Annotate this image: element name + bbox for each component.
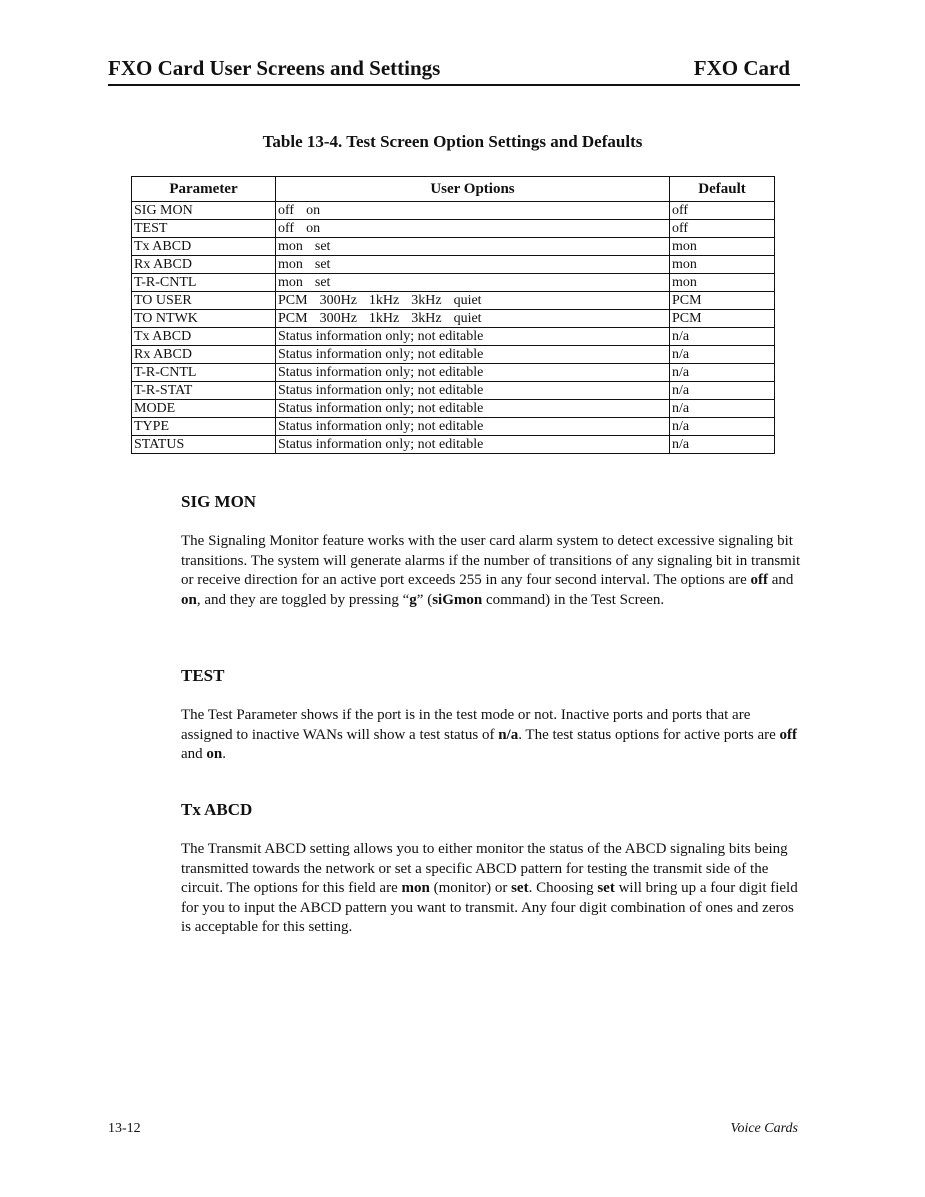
section-title: Tx ABCD bbox=[181, 800, 253, 819]
column-header: Parameter bbox=[132, 177, 276, 202]
default-cell: n/a bbox=[670, 436, 775, 454]
section-title: SIG MON bbox=[181, 492, 257, 511]
option-value: quiet bbox=[453, 310, 482, 326]
option-value: set bbox=[314, 256, 331, 272]
table-row bbox=[132, 238, 775, 256]
options-cell bbox=[276, 256, 670, 274]
default-cell: n/a bbox=[670, 418, 775, 436]
parameter-cell: Tx ABCD bbox=[132, 328, 276, 346]
text-run: (monitor) or bbox=[429, 880, 512, 897]
text-run: and bbox=[181, 746, 207, 763]
default-cell: off bbox=[670, 220, 775, 238]
section-paragraph bbox=[181, 706, 801, 765]
text-run: , and they are toggled by pressing “ bbox=[196, 591, 410, 608]
options-cell bbox=[276, 400, 670, 418]
section-title: TEST bbox=[181, 666, 225, 685]
text-run: The Signaling Monitor feature works with the user card alarm system to detect excessive signaling bit transitions. The system will generate alarms if the number of transitions of any signaling bit in transmit or receive direction for an active port exceeds 255 in any four second interval. The options are bbox=[181, 533, 801, 589]
options-cell bbox=[276, 202, 670, 220]
options-cell bbox=[276, 346, 670, 364]
text-run: ” ( bbox=[416, 591, 433, 608]
default-cell: n/a bbox=[670, 346, 775, 364]
option-value: set bbox=[314, 274, 331, 290]
options-cell bbox=[276, 292, 670, 310]
parameter-cell: TO USER bbox=[132, 292, 276, 310]
table-row bbox=[132, 436, 775, 454]
table-row bbox=[132, 220, 775, 238]
default-cell: n/a bbox=[670, 328, 775, 346]
text-run: The Transmit ABCD setting allows you to either monitor the status of the ABCD signaling bits being transmitted towards the network or set a specific ABCD pattern for testing the transmit side of the circuit. The options for this field are bbox=[181, 841, 788, 897]
options-cell bbox=[276, 310, 670, 328]
parameter-cell: TO NTWK bbox=[132, 310, 276, 328]
option-value: off bbox=[278, 220, 295, 236]
bold-term: set bbox=[597, 880, 615, 897]
bold-term: on bbox=[181, 591, 197, 608]
option-value: mon bbox=[278, 238, 303, 254]
table-row bbox=[132, 346, 775, 364]
option-value: 300Hz bbox=[319, 310, 357, 326]
column-header: User Options bbox=[276, 177, 670, 202]
parameter-cell: Rx ABCD bbox=[132, 346, 276, 364]
bold-term: n/a bbox=[498, 726, 519, 743]
text-run: and bbox=[768, 572, 794, 589]
option-value: 3kHz bbox=[411, 310, 442, 326]
option-value: Status information only; not editable bbox=[278, 382, 484, 398]
option-value: off bbox=[278, 202, 295, 218]
option-value: on bbox=[306, 202, 321, 218]
header-title: FXO Card User Screens and Settings bbox=[108, 56, 441, 80]
option-value: Status information only; not editable bbox=[278, 364, 484, 380]
header-section: FXO Card bbox=[693, 56, 790, 80]
option-value: 1kHz bbox=[368, 310, 400, 326]
text-run: . The test status options for active ports are bbox=[518, 726, 780, 743]
text-run: . bbox=[222, 746, 227, 763]
table-row bbox=[132, 382, 775, 400]
default-cell: n/a bbox=[670, 400, 775, 418]
table-row bbox=[132, 310, 775, 328]
default-cell: n/a bbox=[670, 364, 775, 382]
column-header: Default bbox=[670, 177, 775, 202]
table-row bbox=[132, 418, 775, 436]
parameter-cell: T-R-STAT bbox=[132, 382, 276, 400]
default-cell: mon bbox=[670, 238, 775, 256]
option-value: quiet bbox=[453, 292, 482, 308]
text-run: . Choosing bbox=[528, 880, 598, 897]
bold-term: off bbox=[750, 572, 769, 589]
parameter-cell: TYPE bbox=[132, 418, 276, 436]
parameter-cell: T-R-CNTL bbox=[132, 274, 276, 292]
parameter-cell: T-R-CNTL bbox=[132, 364, 276, 382]
option-value: set bbox=[314, 238, 331, 254]
table-body bbox=[132, 202, 775, 454]
option-value: 300Hz bbox=[319, 292, 357, 308]
table-caption: Table 13-4. Test Screen Option Settings and Defaults bbox=[262, 132, 643, 151]
options-cell bbox=[276, 220, 670, 238]
parameter-cell: SIG MON bbox=[132, 202, 276, 220]
chapter-name: Voice Cards bbox=[730, 1121, 798, 1136]
default-cell: PCM bbox=[670, 292, 775, 310]
option-value: PCM bbox=[278, 310, 308, 326]
default-cell: off bbox=[670, 202, 775, 220]
options-cell bbox=[276, 418, 670, 436]
bold-term: set bbox=[511, 880, 529, 897]
options-cell bbox=[276, 274, 670, 292]
text-run: command) in the Test Screen. bbox=[482, 591, 665, 608]
option-value: Status information only; not editable bbox=[278, 400, 484, 416]
option-value: Status information only; not editable bbox=[278, 436, 484, 452]
table-row bbox=[132, 328, 775, 346]
options-cell bbox=[276, 328, 670, 346]
option-value: Status information only; not editable bbox=[278, 328, 484, 344]
page-number: 13-12 bbox=[108, 1121, 141, 1136]
bold-term: off bbox=[779, 726, 798, 743]
parameter-cell: TEST bbox=[132, 220, 276, 238]
parameter-cell: MODE bbox=[132, 400, 276, 418]
option-value: PCM bbox=[278, 292, 308, 308]
option-value: Status information only; not editable bbox=[278, 346, 484, 362]
text-run: will bring up a four digit field for you to input the ABCD pattern you want to transmit. Any four digit combination of ones and zeros is acceptable for this setting. bbox=[181, 880, 798, 936]
page-header bbox=[108, 54, 800, 86]
parameter-cell: STATUS bbox=[132, 436, 276, 454]
default-cell: mon bbox=[670, 256, 775, 274]
option-value: mon bbox=[278, 274, 303, 290]
options-cell bbox=[276, 364, 670, 382]
bold-term: g bbox=[409, 591, 417, 608]
table-row bbox=[132, 202, 775, 220]
option-value: 1kHz bbox=[368, 292, 400, 308]
section-paragraph bbox=[181, 532, 801, 610]
parameter-cell: Tx ABCD bbox=[132, 238, 276, 256]
option-value: on bbox=[306, 220, 321, 236]
default-cell: mon bbox=[670, 274, 775, 292]
option-value: Status information only; not editable bbox=[278, 418, 484, 434]
table-row bbox=[132, 292, 775, 310]
table-row bbox=[132, 256, 775, 274]
parameter-cell: Rx ABCD bbox=[132, 256, 276, 274]
options-cell bbox=[276, 382, 670, 400]
bold-term: siGmon bbox=[432, 591, 483, 608]
option-value: mon bbox=[278, 256, 303, 272]
bold-term: mon bbox=[401, 880, 430, 897]
table-row bbox=[132, 400, 775, 418]
options-cell bbox=[276, 238, 670, 256]
text-run: The Test Parameter shows if the port is in the test mode or not. Inactive ports and ports that are assigned to inactive WANs will show a test status of bbox=[181, 707, 751, 743]
table-header-row bbox=[132, 177, 775, 202]
default-cell: PCM bbox=[670, 310, 775, 328]
option-value: 3kHz bbox=[411, 292, 442, 308]
table-row bbox=[132, 274, 775, 292]
table-row bbox=[132, 364, 775, 382]
bold-term: on bbox=[206, 746, 223, 763]
default-cell: n/a bbox=[670, 382, 775, 400]
section-paragraph bbox=[181, 840, 801, 938]
options-table bbox=[131, 176, 775, 454]
options-cell bbox=[276, 436, 670, 454]
